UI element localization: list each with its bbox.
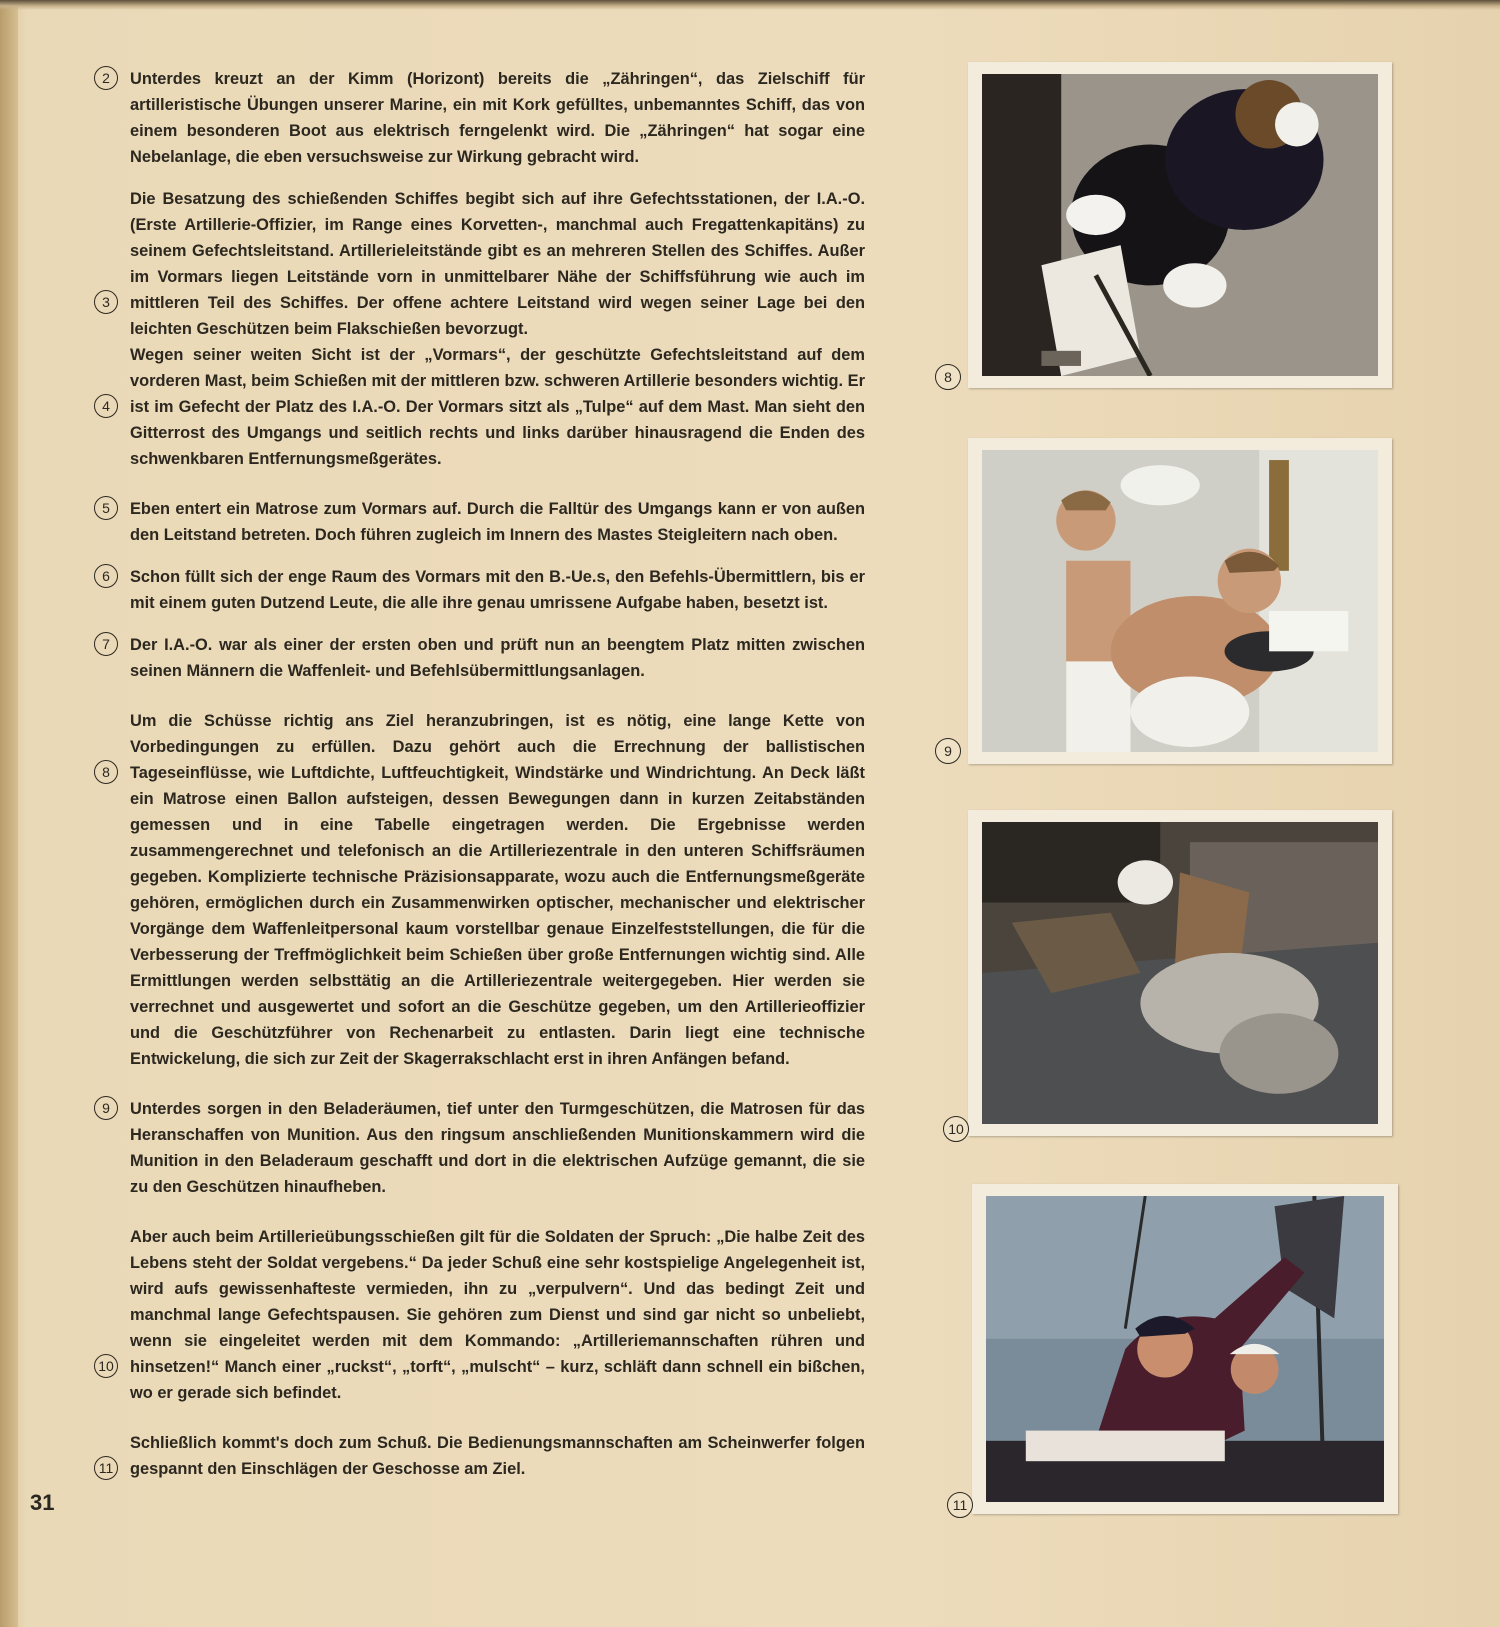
paragraph-11	[98, 1430, 865, 1482]
paragraph-marker: 7	[94, 632, 118, 656]
paragraph-text: Aber auch beim Artillerieübungsschießen gilt für die Soldaten der Spruch: „Die halbe Zeit des Lebens steht der Soldat vergebens.“ Da jeder Schuß eine sehr kostspielige Angelegenheit ist, wird aufs gewissenhafteste vermieden, ihn zu „verpulvern“. Und das bedingt Zeit und manchmal lange Gefechtspausen. Sie gehören zum Dienst und sind gar nicht so unbeliebt, wenn sie eingeleitet werden mit dem Kommando: „Artilleriemannschaften rühren und hinsetzen!“ Manch einer „ruckst“, „torft“, „mulscht“ – kurz, schläft dann schnell ein bißchen, wo er gerade sich befindet.	[130, 1228, 865, 1402]
photo-number-10: 10	[943, 1116, 969, 1142]
paragraph-marker: 6	[94, 564, 118, 588]
binding-edge	[0, 0, 18, 1627]
paragraph-9	[102, 1096, 865, 1200]
photo-8-image	[982, 74, 1378, 376]
paragraph-5	[102, 496, 865, 548]
paragraph-marker: 8	[94, 760, 118, 784]
paragraph-10	[98, 1224, 865, 1406]
paragraph-4	[102, 342, 865, 472]
paragraph-marker: 4	[94, 394, 118, 418]
paragraph-3	[102, 186, 865, 342]
paragraph-text: Um die Schüsse richtig ans Ziel heranzubringen, ist es nötig, eine lange Kette von Vorbedingungen zu erfüllen. Dazu gehört auch die Errechnung der ballistischen Tageseinflüsse, wie Luftdichte, Luftfeuchtigkeit, Windstärke und Windrichtung. An Deck läßt ein Matrose einen Ballon aufsteigen, dessen Bewegungen dann in kurzen Zeitabständen gemessen und in eine Tabelle eingetragen werden. Die Ergebnisse werden zusammengerechnet und telefonisch an die Artilleriezentrale in den unteren Schiffsräumen gegeben. Komplizierte technische Präzisionsapparate, wozu auch die Entfernungsmeßgeräte gehören, ermöglichen durch ein Zusammenwirken optischer, mechanischer und elektrischer Vorgänge dem Waffenleitpersonal kaum vorstellbar genaue Einzelfeststellungen, die für die Verbesserung der Treffmöglichkeit beim Schießen über große Entfernungen wichtig sind. Alle Ermittlungen werden selbsttätig an die Artilleriezentrale weitergegeben. Hier werden sie verrechnet und ausgewertet und sofort an die Geschütze gegeben, um den Artillerieoffizier und die Geschützführer von Rechenarbeit zu entlasten. Darin liegt eine technische Entwickelung, die sich zur Zeit der Skagerrakschlacht erst in ihren Anfängen befand.	[130, 712, 865, 1068]
paragraph-6	[102, 564, 865, 616]
paragraph-7	[102, 632, 865, 684]
paragraph-text: Unterdes sorgen in den Beladeräumen, tief unter den Turmgeschützen, die Matrosen für das Heranschaffen von Munition. Aus den ringsum anschließenden Munitionskammern wird die Munition in den Beladeraum geschafft und dort in die elektrischen Aufzüge gemannt, die sie zu den Geschützen hinaufheben.	[130, 1100, 865, 1196]
paragraph-marker: 11	[94, 1456, 118, 1480]
photo-card-8	[968, 62, 1392, 388]
paragraph-text: Schon füllt sich der enge Raum des Vormars mit den B.-Ue.s, den Befehls-Übermittlern, bis er mit einem guten Dutzend Leute, die alle ihre genau umrissene Aufgabe haben, besetzt ist.	[130, 568, 865, 612]
paragraph-8	[102, 708, 865, 1072]
photo-card-10	[968, 810, 1392, 1136]
page-number: 31	[30, 1490, 55, 1515]
photo-card-11	[972, 1184, 1398, 1514]
photo-11-image	[986, 1196, 1384, 1502]
paragraph-text: Schließlich kommt's doch zum Schuß. Die Bedienungsmannschaften am Scheinwerfer folgen gespannt den Einschlägen der Geschosse am Ziel.	[130, 1434, 865, 1478]
photo-10-image	[982, 822, 1378, 1124]
paragraph-text: Wegen seiner weiten Sicht ist der „Vormars“, der geschützte Gefechtsleitstand auf dem vorderen Mast, beim Schießen mit der mittleren bzw. schweren Artillerie besonders wichtig. Er ist im Gefecht der Platz des I.A.-O. Der Vormars sitzt als „Tulpe“ auf dem Mast. Man sieht den Gitterrost des Umgangs und seitlich rechts und links darüber hinausragend die Enden des schwenkbaren Entfernungsmeßgerätes.	[130, 346, 865, 468]
paragraph-marker: 10	[94, 1354, 118, 1378]
paragraph-marker: 5	[94, 496, 118, 520]
photo-number-9: 9	[935, 738, 961, 764]
photo-number-11: 11	[947, 1492, 973, 1518]
paragraph-marker: 3	[94, 290, 118, 314]
photo-9-image	[982, 450, 1378, 752]
paragraph-marker: 2	[94, 66, 118, 90]
paragraph-marker: 9	[94, 1096, 118, 1120]
paragraph-2	[102, 66, 865, 170]
paragraph-text: Eben entert ein Matrose zum Vormars auf. Durch die Falltür des Umgangs kann er von außen den Leitstand betreten. Doch führen zugleich im Innern des Mastes Steigleitern nach oben.	[130, 500, 865, 544]
page-top-shadow	[0, 0, 1500, 10]
paragraph-text: Die Besatzung des schießenden Schiffes begibt sich auf ihre Gefechtsstationen, der I.A.-O. (Erste Artillerie-Offizier, im Range eines Korvetten-, manchmal auch Fregattenkapitäns) zu seinem Gefechtsleitstand. Artillerieleitstände gibt es an mehreren Stellen des Schiffes. Außer im Vormars liegen Leitstände vorn in unmittelbarer Nähe der Schiffsführung wie auch im mittleren Teil des Schiffes. Der offene achtere Leitstand wird wegen seiner Lage bei den leichten Geschützen beim Flakschießen bevorzugt.	[130, 190, 865, 338]
text-column	[98, 66, 865, 1498]
paragraph-text: Der I.A.-O. war als einer der ersten oben und prüft nun an beengtem Platz mitten zwischen seinen Männern die Waffenleit- und Befehlsübermittlungsanlagen.	[130, 636, 865, 680]
photo-number-8: 8	[935, 364, 961, 390]
paragraph-text: Unterdes kreuzt an der Kimm (Horizont) bereits die „Zähringen“, das Zielschiff für artilleristische Übungen unserer Marine, ein mit Kork gefülltes, unbemanntes Schiff, das von einem besonderen Boot aus elektrisch ferngelenkt wird. Die „Zähringen“ hat sogar eine Nebelanlage, die eben versuchsweise zur Wirkung gebracht wird.	[130, 70, 865, 166]
photo-card-9	[968, 438, 1392, 764]
